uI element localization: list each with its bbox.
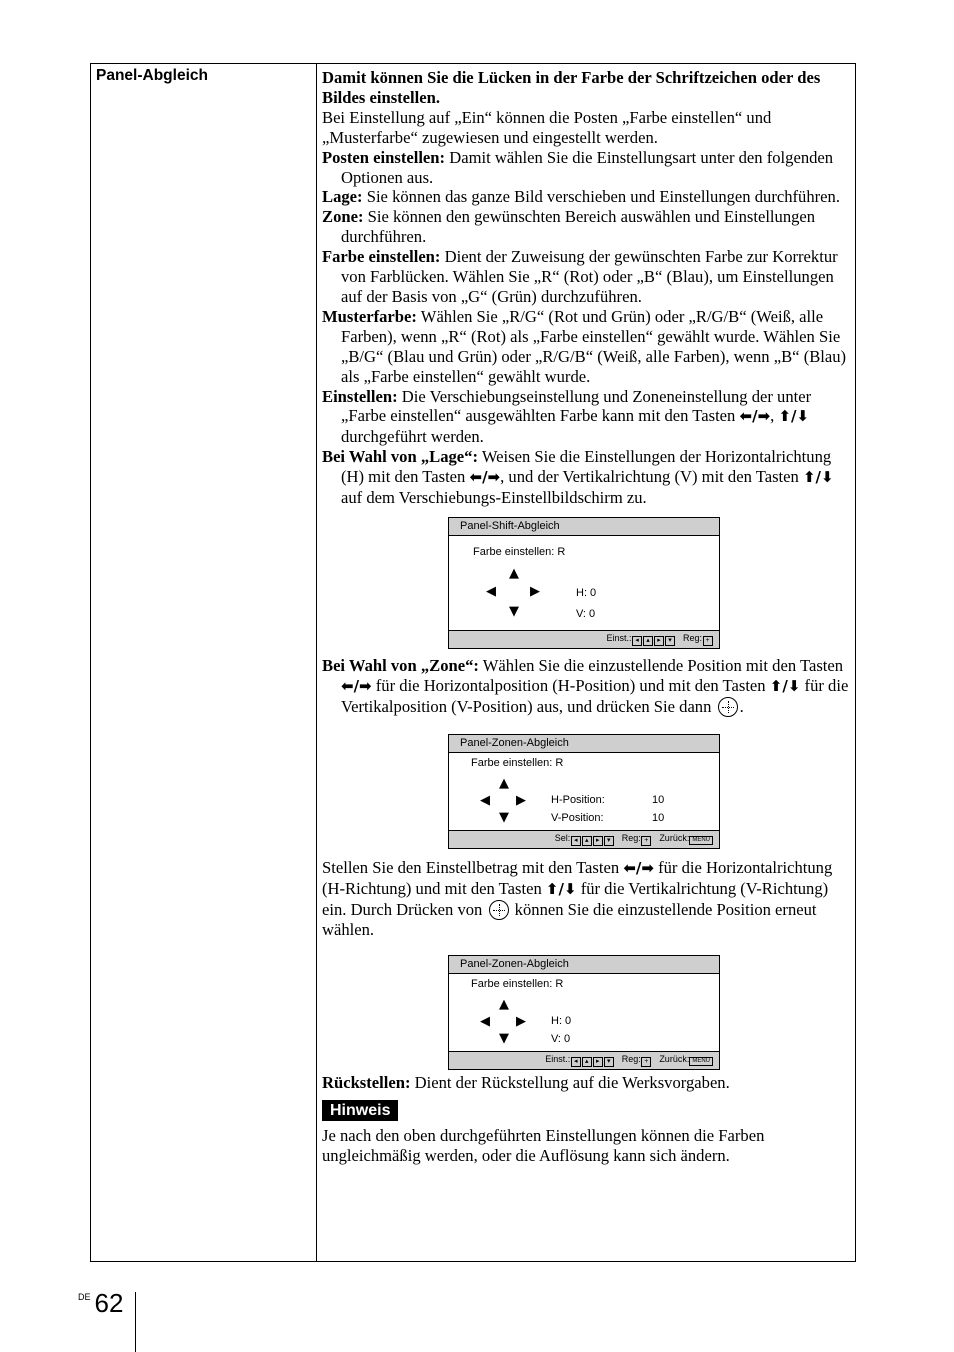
h-position-value: 10 (652, 793, 665, 806)
enter-button-icon (489, 900, 509, 920)
right-key-icon: ▸ (593, 836, 603, 846)
intro (322, 68, 852, 108)
up-down-arrow-icon: ⬆/⬇ (769, 676, 801, 695)
left-key-icon: ◂ (632, 636, 642, 646)
page-number-value: 62 (94, 1288, 124, 1318)
page-number (78, 1288, 123, 1319)
zone-paragraph (322, 207, 852, 247)
screen-title: Panel-Zonen-Abgleich (460, 736, 569, 749)
up-key-icon: ▴ (643, 636, 653, 646)
up-down-arrow-icon: ⬆/⬇ (778, 407, 810, 426)
screen-footer (545, 1053, 713, 1067)
lage-label: Lage: (322, 187, 363, 207)
screen-title: Panel-Zonen-Abgleich (460, 958, 569, 971)
intro-bold: Damit können Sie die Lücken in der Farbe der Schriftzeichen oder des Bildes einstellen. (322, 68, 821, 107)
muster-paragraph (322, 307, 852, 387)
down-key-icon: ▾ (665, 636, 675, 646)
up-key-icon: ▴ (582, 836, 592, 846)
stellen-text2: für die Horizontalrichtung (H-Richtung) und mit den Tasten (322, 857, 833, 898)
panel-shift-screen (448, 517, 720, 649)
farbe-value: Farbe einstellen: R (471, 978, 564, 991)
wahl-zone-label: Bei Wahl von „Zone“: (322, 655, 479, 675)
up-down-arrow-icon: ⬆/⬇ (802, 468, 834, 487)
posten-paragraph (322, 148, 852, 188)
down-key-icon: ▾ (604, 836, 614, 846)
hinweis-text: Je nach den oben durchgeführten Einstellungen können die Farben ungleichmäßig werden, oder die Auflösung kann sich ändern. (322, 1126, 765, 1166)
arrow-up-icon: ▲ (509, 565, 519, 581)
down-key-icon: ▾ (604, 1057, 614, 1067)
arrow-right-icon: ▶ (516, 792, 526, 808)
screen-title-bar (449, 735, 719, 753)
footer-einst: Einst.: (606, 632, 632, 643)
enter-key-icon: + (703, 636, 713, 646)
footer-zurueck: Zurück: (659, 832, 690, 843)
zone-label: Zone: (322, 207, 364, 227)
stellen-text4: können Sie die einzustellende Position erneut wählen. (322, 899, 817, 939)
wahl-zone-text3: für die Vertikalposition (V-Position) aus, und drücken Sie dann (341, 675, 849, 716)
v-position-value: 10 (652, 811, 665, 824)
rueck-text: Dient der Rückstellung auf die Werksvorgaben. (414, 1073, 730, 1093)
term-label: Panel-Abgleich (96, 67, 208, 84)
right-key-icon: ▸ (593, 1057, 603, 1067)
einstellen-text2: durchgeführt werden. (341, 427, 484, 447)
zone-text: Sie können den gewünschten Bereich auswählen und Einstellungen durchführen. (341, 207, 816, 247)
stellen-text1: Stellen Sie den Einstellbetrag mit den Tasten (322, 857, 620, 877)
menu-key-icon: MENU (689, 1057, 713, 1066)
right-key-icon: ▸ (654, 636, 664, 646)
arrow-up-icon: ▲ (499, 775, 509, 791)
h-value: H: 0 (551, 1015, 572, 1028)
wahl-zone-text2: für die Horizontalposition (H-Position) und mit den Tasten (375, 675, 766, 695)
screen-footer (555, 832, 713, 846)
v-value: V: 0 (551, 1033, 571, 1046)
farbe-label: Farbe einstellen: (322, 247, 441, 267)
footer-zurueck: Zurück: (659, 1054, 690, 1065)
wahl-lage-text3: auf dem Verschiebungs-Einstellbildschirm zu. (341, 488, 647, 508)
left-key-icon: ◂ (571, 1057, 581, 1067)
h-position-label: H-Position: (551, 793, 605, 806)
wahl-zone-text1: Wählen Sie die einzustellende Position mit den Tasten (482, 655, 844, 675)
footer-reg: Reg: (621, 832, 641, 843)
v-value: V: 0 (576, 607, 596, 620)
lage-text: Sie können das ganze Bild verschieben und Einstellungen durchführen. (366, 187, 840, 207)
footer-sel: Sel: (554, 832, 571, 843)
posten-text: Damit wählen Sie die Einstellungsart unter den folgenden Optionen aus. (341, 147, 834, 187)
posten-label: Posten einstellen: (322, 147, 446, 167)
panel-zonen-screen-2 (448, 955, 720, 1070)
up-down-arrow-icon: ⬆/⬇ (545, 879, 577, 898)
arrow-up-icon: ▲ (499, 997, 509, 1013)
arrow-down-icon: ▼ (509, 603, 519, 619)
wahl-lage-paragraph (322, 447, 852, 508)
page-number-rule (135, 1292, 136, 1352)
h-value: H: 0 (576, 586, 597, 599)
lage-paragraph (322, 187, 852, 207)
settings-table (90, 63, 856, 1262)
stellen-text3: für die Vertikalrichtung (V-Richtung) ein. Durch Drücken von (322, 878, 829, 919)
intro-text: Bei Einstellung auf „Ein“ können die Posten „Farbe einstellen“ und „Musterfarbe“ zugewiesen und eingestellt werden. (322, 107, 772, 147)
screen-footer-bar (449, 630, 719, 648)
einstellen-label: Einstellen: (322, 386, 398, 406)
panel-zonen-screen-1 (448, 734, 720, 849)
wahl-lage-text1: Weisen Sie die Einstellungen der Horizontalrichtung (H) mit den Tasten (341, 447, 832, 487)
rueck-paragraph (322, 1073, 852, 1093)
footer-einst: Einst.: (545, 1054, 571, 1065)
rueck-label: Rückstellen: (322, 1073, 411, 1093)
arrow-down-icon: ▼ (499, 1031, 509, 1047)
wahl-zone-text4: . (739, 696, 744, 716)
screen-footer (606, 632, 713, 646)
description-cell (322, 68, 852, 1166)
farbe-value: Farbe einstellen: R (473, 545, 566, 558)
left-right-arrow-icon: ⬅/➡ (623, 858, 654, 877)
footer-reg: Reg: (621, 1054, 641, 1065)
arrow-left-icon: ◀ (486, 583, 496, 599)
page-lang: DE (78, 1292, 91, 1302)
menu-key-icon: MENU (689, 836, 713, 845)
arrow-down-icon: ▼ (499, 809, 509, 825)
up-key-icon: ▴ (582, 1057, 592, 1067)
wahl-lage-label: Bei Wahl von „Lage“: (322, 447, 478, 467)
screen-title-bar (449, 956, 719, 974)
wahl-zone-paragraph (322, 656, 852, 717)
column-divider (316, 64, 317, 1261)
arrow-left-icon: ◀ (480, 1014, 490, 1030)
left-key-icon: ◂ (571, 836, 581, 846)
einstellen-paragraph (322, 387, 852, 448)
arrow-right-icon: ▶ (516, 1014, 526, 1030)
enter-key-icon: + (641, 836, 651, 846)
stellen-paragraph (322, 858, 852, 940)
enter-key-icon: + (641, 1057, 651, 1067)
screen-title-bar (449, 518, 719, 536)
muster-label: Musterfarbe: (322, 306, 417, 326)
muster-text: Wählen Sie „R/G“ (Rot und Grün) oder „R/G/B“ (Weiß, alle Farben), wenn „R“ (Rot) als „Farbe einstellen“ gewählt wurde. Wählen Sie „B/G“ (Blau und Grün) oder „R/G/B“ (Weiß, alle Farben), wenn „B“ (Blau) als „Farbe einstellen“ gewählt wurde. (341, 306, 847, 386)
left-right-arrow-icon: ⬅/➡ (469, 468, 501, 487)
left-right-arrow-icon: ⬅/➡ (341, 676, 372, 695)
screen-footer-bar (449, 830, 719, 848)
wahl-lage-text2: , und der Vertikalrichtung (V) mit den Tasten (500, 467, 799, 487)
screen-footer-bar (449, 1051, 719, 1069)
arrow-right-icon: ▶ (530, 583, 540, 599)
enter-button-icon (718, 697, 738, 717)
screen-title: Panel-Shift-Abgleich (460, 519, 560, 532)
farbe-paragraph (322, 247, 852, 307)
farbe-value: Farbe einstellen: R (471, 756, 564, 769)
hinweis-badge: Hinweis (322, 1100, 398, 1121)
arrow-left-icon: ◀ (480, 792, 490, 808)
left-right-arrow-icon: ⬅/➡ (739, 407, 771, 426)
farbe-text: Dient der Zuweisung der gewünschten Farbe zur Korrektur von Farblücken. Wählen Sie „R“ (Rot) oder „B“ (Blau), um Einstellungen auf der Basis von „G“ (Grün) durchzuführen. (341, 247, 838, 306)
einstellen-text1: Die Verschiebungseinstellung und Zoneneinstellung der unter „Farbe einstellen“ ausgewählten Farbe kann mit den Tasten (341, 386, 812, 426)
v-position-label: V-Position: (551, 811, 604, 824)
einstellen-sep: , (770, 406, 775, 426)
footer-reg: Reg: (682, 632, 702, 643)
